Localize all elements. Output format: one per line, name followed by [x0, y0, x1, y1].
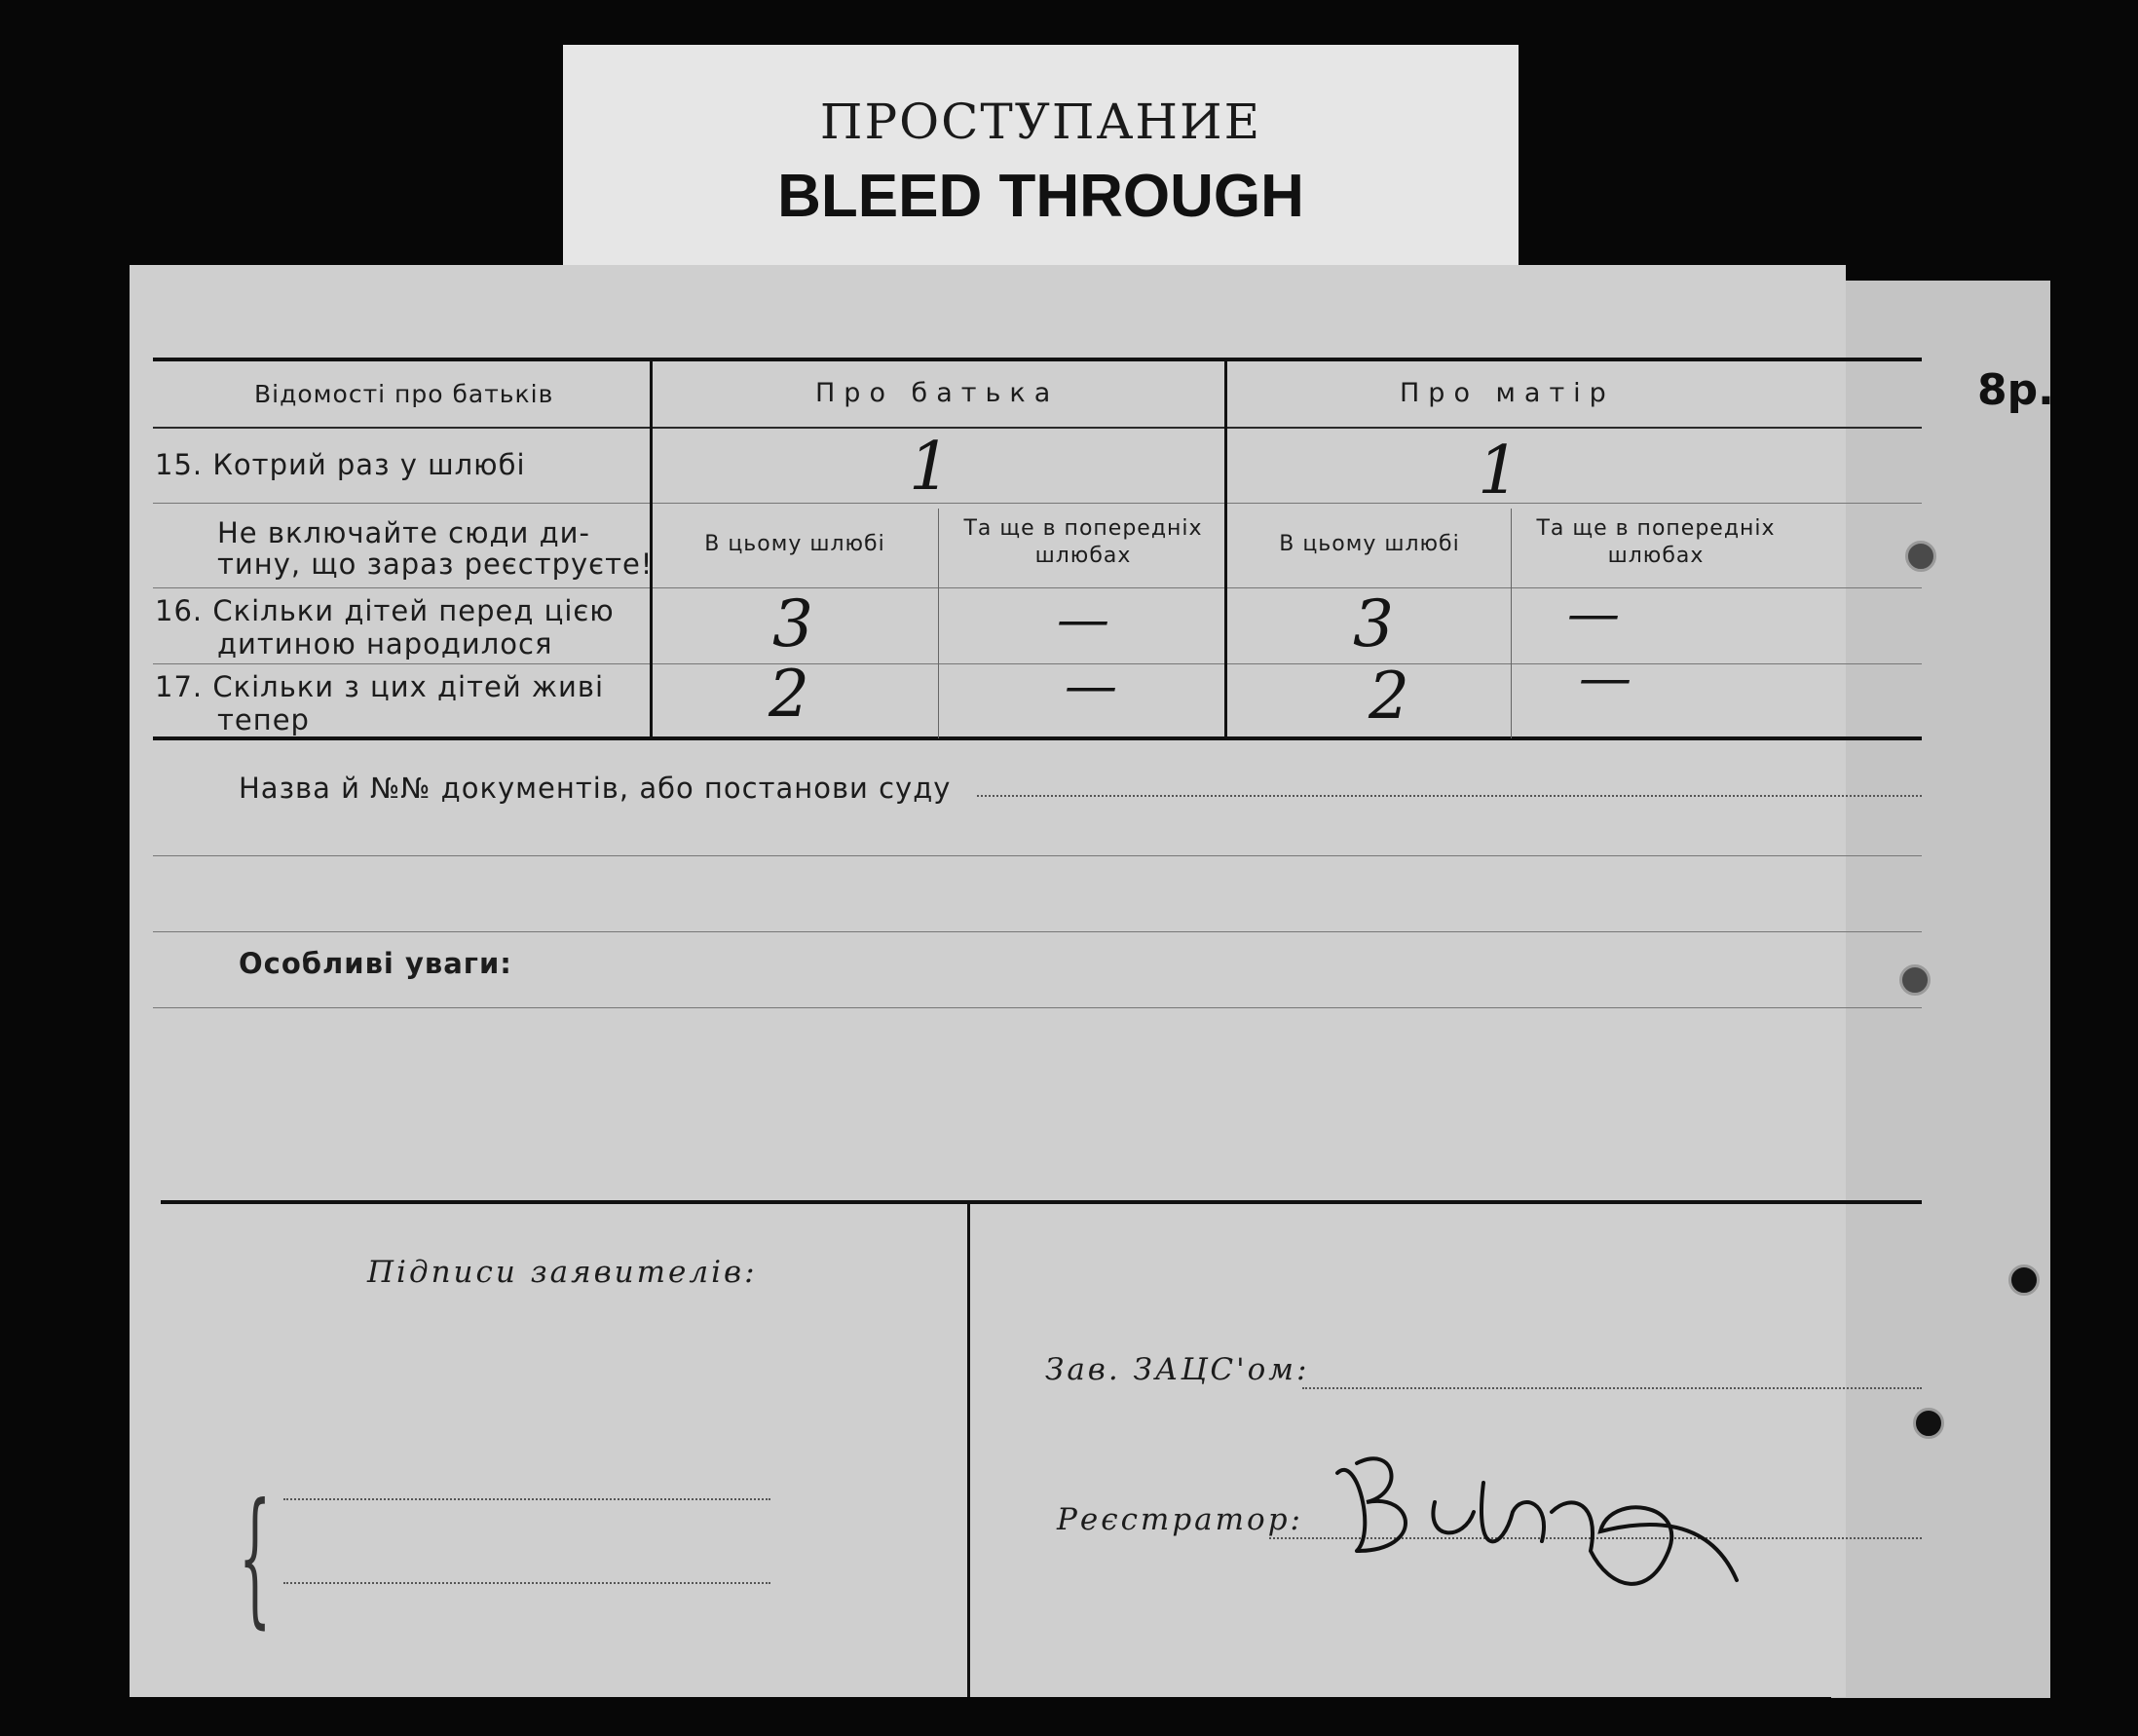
row-rule: [153, 503, 1922, 504]
subcolumn-divider: [1511, 509, 1512, 738]
father-born-prev-value: —: [1057, 588, 1109, 650]
punch-hole: [1905, 541, 1936, 572]
father-born-value: 3: [772, 586, 813, 661]
sheet-edge-text: 8р.: [1977, 365, 2054, 415]
applicant-signature-line: [283, 1498, 770, 1500]
mother-prev-marriages-header-2: шлюбах: [1607, 544, 1705, 568]
row-rule: [153, 663, 1922, 664]
applicant-signature-line: [283, 1582, 770, 1584]
bleed-through-label-card: [563, 45, 1519, 267]
row-17-line-1: 17. Скільки з цих дітей живі: [155, 670, 605, 703]
mother-born-value: 3: [1353, 586, 1394, 661]
form-sheet: [130, 265, 1846, 1697]
head-signature-line: [1302, 1387, 1922, 1389]
documents-label: Назва й №№ документів, або постанови суду: [239, 772, 952, 805]
registrar-label: Реєстратор:: [1057, 1502, 1303, 1537]
signatures-divider: [967, 1202, 970, 1697]
note-line-2: тину, що зараз реєструєте!: [217, 547, 654, 581]
table-top-rule: [153, 358, 1922, 361]
punch-hole: [2008, 1264, 2040, 1296]
documents-rule: [153, 931, 1922, 932]
documents-dotted-line: [977, 795, 1922, 797]
mother-prev-marriages-header-1: Та ще в попередніх: [1536, 516, 1776, 541]
mother-alive-value: 2: [1369, 659, 1409, 734]
header-father: Про батька: [815, 378, 1060, 408]
registrar-handwritten-signature: [1318, 1434, 1766, 1609]
mother-marriage-value: 1: [1478, 433, 1520, 509]
mother-alive-prev-value: —: [1579, 647, 1632, 708]
father-prev-marriages-header-2: шлюбах: [1034, 544, 1132, 568]
row-16-line-1: 16. Скільки дітей перед цією: [155, 594, 615, 627]
notes-label: Особливі уваги:: [239, 947, 512, 980]
applicants-brace: {: [239, 1473, 272, 1642]
table-bottom-rule: [153, 736, 1922, 740]
punch-hole: [1899, 964, 1931, 996]
row-17-line-2: тепер: [217, 703, 310, 736]
label-title-en: BLEED THROUGH: [777, 163, 1304, 230]
father-alive-value: 2: [769, 657, 809, 732]
mother-born-prev-value: —: [1567, 583, 1620, 644]
mother-this-marriage-header: В цьому шлюбі: [1279, 532, 1460, 556]
father-prev-marriages-header-1: Та ще в попередніх: [963, 516, 1203, 541]
header-parents: Відомості про батьків: [254, 380, 554, 408]
row-rule: [153, 587, 1922, 588]
punch-hole: [1913, 1408, 1944, 1439]
father-this-marriage-header: В цьому шлюбі: [704, 532, 885, 556]
header-mother: Про матір: [1400, 378, 1615, 408]
column-divider: [1224, 358, 1227, 738]
father-alive-prev-value: —: [1065, 655, 1117, 716]
row-15-label: 15. Котрий раз у шлюбі: [155, 448, 526, 481]
subcolumn-divider: [938, 509, 939, 738]
row-16-line-2: дитиною народилося: [217, 627, 553, 660]
header-rule: [153, 427, 1922, 429]
documents-rule: [153, 855, 1922, 856]
notes-rule: [153, 1007, 1922, 1008]
applicants-label: Підписи заявителів:: [367, 1255, 758, 1290]
label-title-ru: ПРОСТУПАНИЕ: [819, 94, 1262, 150]
head-label: Зав. ЗАЦС'ом:: [1045, 1352, 1310, 1387]
father-marriage-value: 1: [909, 429, 952, 506]
signatures-top-rule: [161, 1200, 1922, 1204]
note-line-1: Не включайте сюди ди-: [217, 516, 590, 549]
underlying-sheet-edge: [1831, 281, 2050, 1698]
